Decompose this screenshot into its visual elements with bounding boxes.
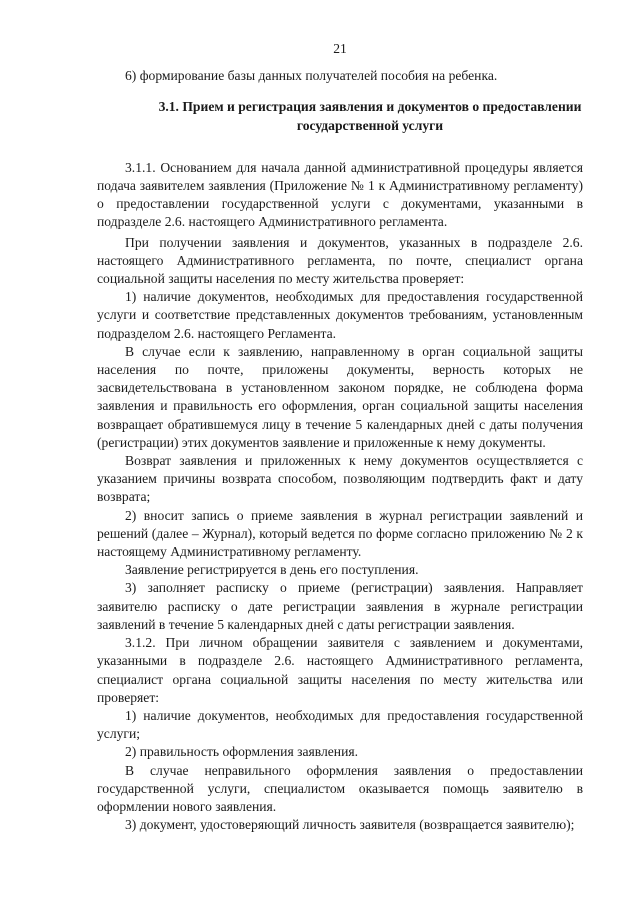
intro-line: 6) формирование базы данных получателей пособия на ребенка. <box>125 68 498 84</box>
paragraph: При получении заявления и документов, указанных в подразделе 2.6. настоящего Административного регламента, по почте, специалист органа социальной защиты населения по месту жительства проверяет: <box>97 234 583 287</box>
paragraph: 2) правильность оформления заявления. <box>125 744 359 760</box>
paragraph: 3) документ, удостоверяющий личность заявителя (возвращается заявителю); <box>125 817 575 833</box>
paragraph: В случае если к заявлению, направленному в орган социальной защиты населения по почте, приложены документы, верность которых не засвидетельствована в установленном законом порядке, не соблюдена форма заявления и правильность его оформления, орган социальной защиты населения возвращает обратившемуся лицу в течение 5 календарных дней с даты получения (регистрации) этих документов заявление и приложенные к нему документы. <box>97 343 583 450</box>
section-heading: 3.1. Прием и регистрация заявления и документов о предоставлении государственной услуги <box>158 99 582 133</box>
paragraph: 3.1.2. При личном обращении заявителя с заявлением и документами, указанными в подразделе 2.6. настоящего Административного регламента, специалист органа социальной защиты населения по месту жительства или проверяет: <box>97 635 583 705</box>
paragraph: 2) вносит запись о приеме заявления в журнал регистрации заявлений и решений (далее – Журнал), который ведется по форме согласно приложению № 2 к настоящему Административному регламенту. <box>97 507 583 560</box>
paragraph: Возврат заявления и приложенных к нему документов осуществляется с указанием причины возврата способом, позволяющим подтвердить факт и дату возврата; <box>97 453 583 505</box>
paragraph: 1) наличие документов, необходимых для предоставления государственной услуги; <box>97 707 583 742</box>
paragraph: 3.1.1. Основанием для начала данной административной процедуры является подача заявителем заявления (Приложение № 1 к Административному регламенту) о предоставлении государственной услуги с документами, указанными в подразделе 2.6. настоящего Административного регламента. <box>97 159 583 230</box>
paragraph: 3) заполняет расписку о приеме (регистрации) заявления. Направляет заявителю расписку о дате регистрации заявления в журнале регистрации заявлений в течение 5 календарных дней с даты регистрации заявления. <box>97 580 583 632</box>
document-page <box>97 40 583 834</box>
page-number: 21 <box>333 41 347 56</box>
paragraph: 1) наличие документов, необходимых для предоставления государственной услуги и соответствие представленных документов требованиям, установленным подразделом 2.6. настоящего Регламента. <box>97 289 583 341</box>
paragraph: Заявление регистрируется в день его поступления. <box>125 562 419 578</box>
paragraph: В случае неправильного оформления заявления о предоставлении государственной услуги, специалистом оказывается помощь заявителю в оформлении нового заявления. <box>97 762 583 814</box>
